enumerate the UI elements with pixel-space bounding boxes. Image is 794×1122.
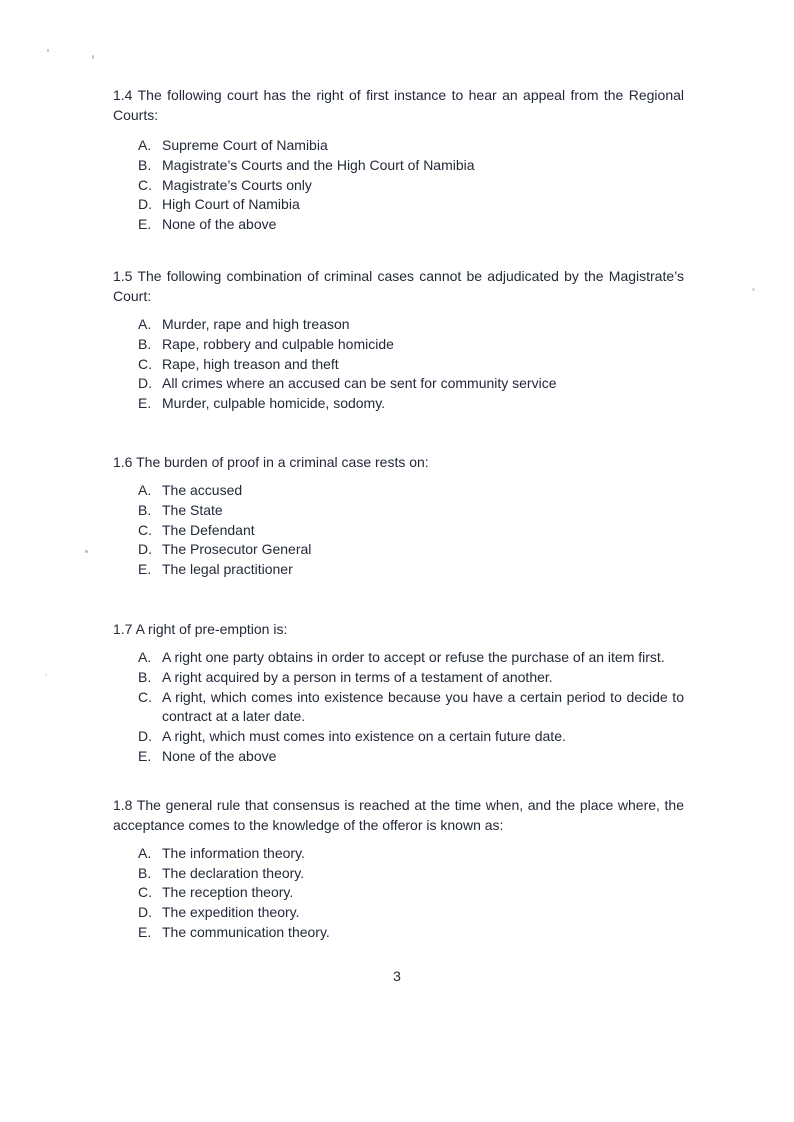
- option-row: [113, 195, 684, 215]
- option-text: Murder, rape and high treason: [162, 315, 350, 332]
- option-text: High Court of Namibia: [162, 196, 300, 213]
- option-row: [113, 315, 684, 335]
- option-row: [113, 668, 684, 688]
- option-text: The State: [162, 501, 223, 518]
- option-text: A right, which must comes into existence on a certain future date.: [162, 728, 566, 745]
- scan-artifact: [752, 288, 755, 291]
- option-letter: A.: [138, 648, 152, 665]
- scan-artifact: [85, 550, 88, 553]
- option-text: Magistrate’s Courts only: [162, 176, 312, 193]
- option-letter: A.: [138, 481, 152, 498]
- option-letter: C.: [138, 176, 152, 193]
- option-letter: C.: [138, 884, 152, 901]
- option-text: Murder, culpable homicide, sodomy.: [162, 395, 386, 412]
- option-text: The information theory.: [162, 844, 305, 861]
- option-letter: B.: [138, 156, 152, 173]
- option-letter: A.: [138, 844, 152, 861]
- option-letter: B.: [138, 335, 152, 352]
- option-row: [113, 481, 684, 501]
- option-text: The expedition theory.: [162, 904, 300, 921]
- question-text: [113, 619, 684, 639]
- option-text: All crimes where an accused can be sent for community service: [162, 375, 557, 392]
- option-text: The declaration theory.: [162, 864, 305, 881]
- question-number: 1.8: [113, 796, 133, 813]
- option-row: [113, 136, 684, 156]
- options-list: [113, 315, 684, 414]
- option-row: [113, 688, 684, 728]
- option-row: [113, 903, 684, 923]
- option-text: None of the above: [162, 747, 277, 764]
- option-text: The Defendant: [162, 521, 255, 538]
- question-body: The burden of proof in a criminal case rests on:: [136, 453, 429, 470]
- options-list: [113, 136, 684, 235]
- question-text: [113, 452, 684, 472]
- option-row: [113, 501, 684, 521]
- question-1-7: [113, 619, 684, 767]
- question-text: [113, 795, 684, 835]
- question-number: 1.5: [113, 267, 133, 284]
- scan-artifact: [45, 674, 47, 676]
- option-letter: E.: [138, 395, 152, 412]
- option-letter: D.: [138, 375, 152, 392]
- option-letter: B.: [138, 668, 152, 685]
- options-list: [113, 844, 684, 943]
- options-list: [113, 481, 684, 580]
- option-letter: D.: [138, 728, 152, 745]
- option-letter: E.: [138, 747, 152, 764]
- option-text: Rape, high treason and theft: [162, 355, 339, 372]
- question-1-5: [113, 266, 684, 414]
- option-letter: D.: [138, 904, 152, 921]
- option-row: [113, 215, 684, 235]
- option-letter: E.: [138, 216, 152, 233]
- option-row: [113, 335, 684, 355]
- option-letter: D.: [138, 541, 152, 558]
- question-body: A right of pre-emption is:: [135, 620, 288, 637]
- option-row: [113, 923, 684, 943]
- question-body: The following court has the right of first instance to hear an appeal from the Regional Courts:: [113, 87, 684, 123]
- option-row: [113, 540, 684, 560]
- option-letter: A.: [138, 137, 152, 153]
- option-text: Rape, robbery and culpable homicide: [162, 335, 394, 352]
- question-body: The following combination of criminal cases cannot be adjudicated by the Magistrate’s Court:: [113, 267, 684, 304]
- option-text: The legal practitioner: [162, 561, 293, 578]
- option-row: [113, 355, 684, 375]
- option-letter: A.: [138, 315, 152, 332]
- option-letter: E.: [138, 923, 152, 940]
- option-row: [113, 727, 684, 747]
- options-list: [113, 648, 684, 767]
- option-text: A right acquired by a person in terms of a testament of another.: [162, 668, 553, 685]
- option-text: A right one party obtains in order to accept or refuse the purchase of an item first.: [162, 648, 665, 665]
- option-letter: E.: [138, 561, 152, 578]
- question-number: 1.6: [113, 453, 133, 470]
- option-row: [113, 156, 684, 176]
- option-row: [113, 883, 684, 903]
- option-letter: B.: [138, 864, 152, 881]
- scan-artifact: [92, 55, 94, 59]
- option-letter: D.: [138, 196, 152, 213]
- question-1-4: [113, 85, 684, 235]
- option-text: None of the above: [162, 216, 277, 233]
- page-number: 3: [393, 968, 401, 984]
- option-row: [113, 747, 684, 767]
- option-letter: C.: [138, 355, 152, 372]
- option-text: Magistrate’s Courts and the High Court of Namibia: [162, 156, 475, 173]
- question-text: [113, 85, 684, 125]
- question-body: The general rule that consensus is reached at the time when, and the place where, the acceptance comes to the knowledge of the offeror is known as:: [113, 796, 685, 833]
- option-text: Supreme Court of Namibia: [162, 137, 328, 153]
- option-text: A right, which comes into existence because you have a certain period to decide to contract at a later date.: [162, 688, 684, 725]
- option-text: The communication theory.: [162, 923, 330, 940]
- option-text: The Prosecutor General: [162, 541, 312, 558]
- option-row: [113, 176, 684, 196]
- question-number: 1.4: [113, 87, 133, 103]
- question-number: 1.7: [113, 620, 133, 637]
- page-content: [113, 0, 684, 943]
- question-1-8: [113, 795, 684, 943]
- scan-artifact: [47, 49, 49, 52]
- option-row: [113, 560, 684, 580]
- option-letter: C.: [138, 688, 152, 705]
- option-letter: B.: [138, 501, 152, 518]
- option-row: [113, 648, 684, 668]
- option-letter: C.: [138, 521, 152, 538]
- option-text: The accused: [162, 481, 243, 498]
- question-text: [113, 266, 684, 306]
- question-1-6: [113, 452, 684, 580]
- option-row: [113, 394, 684, 414]
- option-row: [113, 374, 684, 394]
- option-row: [113, 521, 684, 541]
- option-row: [113, 844, 684, 864]
- option-row: [113, 864, 684, 884]
- option-text: The reception theory.: [162, 884, 294, 901]
